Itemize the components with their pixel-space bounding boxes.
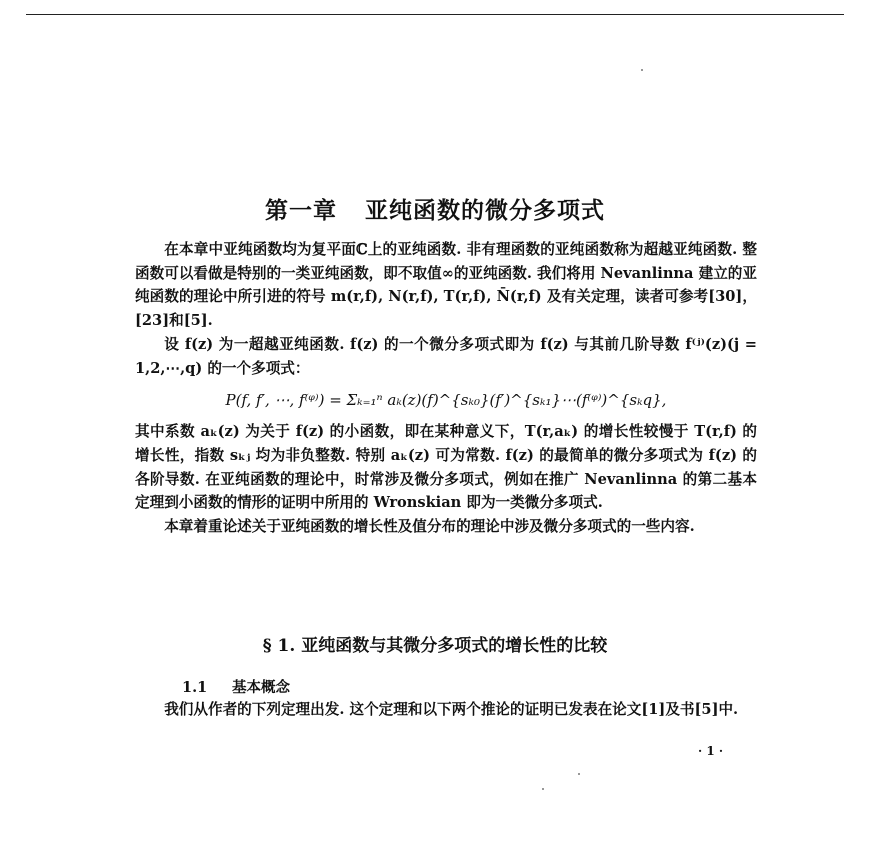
section-heading: § 1. 亚纯函数与其微分多项式的增长性的比较 [262, 636, 608, 656]
subsection-heading [182, 676, 290, 697]
chapter-title [0, 192, 870, 225]
paragraph-intro: 在本章中亚纯函数均为复平面ℂ上的亚纯函数. 非有理函数的亚纯函数称为超越亚纯函数. 整函数可以看做是特别的一类亚纯函数，即不取值∞的亚纯函数. 我们将用 Nevanlinna 建立的亚纯函数的理论中所引进的符号 m(r,f), N(r,f), T(r,f), N̄(r,f) 及有关定理，读者可参考[30]，[23]和[5]. [135, 241, 757, 330]
subsection-body [135, 698, 757, 722]
chapter-name: 亚纯函数的微分多项式 [365, 197, 605, 224]
scan-speck [578, 773, 580, 775]
paragraph-scope: 本章着重论述关于亚纯函数的增长性及值分布的理论中涉及微分多项式的一些内容. [164, 518, 695, 536]
scan-speck [542, 788, 544, 790]
subsection-number: 1.1 [182, 679, 208, 696]
paragraph-definition: 设 f(z) 为一超越亚纯函数. f(z) 的一个微分多项式即为 f(z) 与其前几阶导数 f⁽ʲ⁾(z)(j = 1,2,⋯,q) 的一个多项式： [135, 335, 757, 377]
chapter-body [135, 238, 757, 539]
page-number: · 1 · [698, 744, 724, 758]
scan-speck [641, 69, 643, 71]
top-rule [26, 14, 844, 15]
chapter-number: 第一章 [265, 197, 337, 224]
paragraph-theorem-source: 我们从作者的下列定理出发. 这个定理和以下两个推论的证明已发表在论文[1]及书[5]中. [164, 701, 739, 718]
differential-polynomial-formula: P(f, f′, ⋯, f⁽ᵠ⁾) = Σₖ₌₁ⁿ aₖ(z)(f)^{sₖ₀}(f′)^{sₖ₁}⋯(f⁽ᵠ⁾)^{sₖq}, [225, 391, 667, 410]
subsection-title: 基本概念 [232, 679, 290, 696]
paragraph-coefficients: 其中系数 aₖ(z) 为关于 f(z) 的小函数，即在某种意义下，T(r,aₖ) 的增长性较慢于 T(r,f) 的增长性，指数 sₖⱼ 均为非负整数. 特别 aₖ(z) 可为常数. f(z) 的最简单的微分多项式为 f(z) 的各阶导数. 在亚纯函数的理论中，时常涉及微分多项式，例如在推广 Nevanlinna 的第二基本定理到小函数的情形的证明中所用的 Wronskian 即为一类微分多项式. [135, 423, 757, 512]
